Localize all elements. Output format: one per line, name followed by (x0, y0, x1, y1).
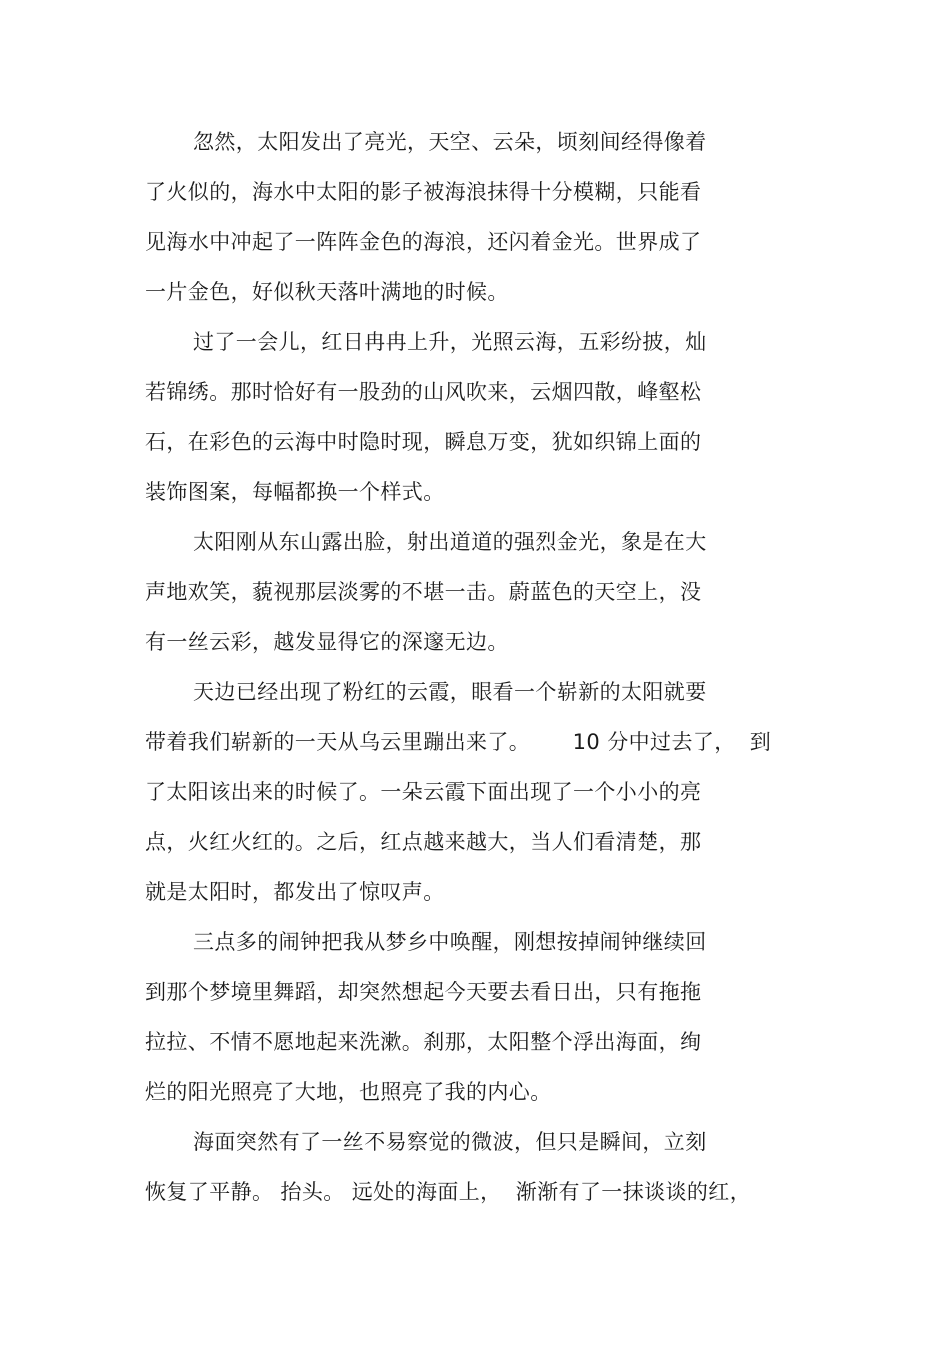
paragraph-1-line-2: 了火似的，海水中太阳的影子被海浪抹得十分模糊，只能看 (145, 180, 702, 204)
paragraph-3-line-1: 太阳刚从东山露出脸，射出道道的强烈金光，象是在大 (193, 530, 707, 554)
paragraph-5-line-3: 拉拉、不情不愿地起来洗漱。刹那，太阳整个浮出海面，绚 (145, 1030, 702, 1054)
paragraph-6-line-1: 海面突然有了一丝不易察觉的微波，但只是瞬间，立刻 (193, 1130, 707, 1154)
paragraph-2-line-1: 过了一会儿，红日冉冉上升，光照云海，五彩纷披，灿 (193, 330, 707, 354)
paragraph-4-line-5: 就是太阳时，都发出了惊叹声。 (145, 880, 445, 904)
paragraph-2-line-3: 石，在彩色的云海中时隐时现，瞬息万变，犹如织锦上面的 (145, 430, 702, 454)
paragraph-1-line-1: 忽然，太阳发出了亮光，天空、云朵，顷刻间经得像着 (193, 130, 707, 154)
paragraph-4-line-3: 了太阳该出来的时候了。一朵云霞下面出现了一个小小的亮 (145, 780, 702, 804)
paragraph-3-line-3: 有一丝云彩，越发显得它的深邃无边。 (145, 630, 509, 654)
paragraph-2-line-2: 若锦绣。那时恰好有一股劲的山风吹来，云烟四散，峰壑松 (145, 380, 702, 404)
paragraph-6-line-2: 恢复了平静。 抬头。 远处的海面上， 渐渐有了一抹谈谈的红， (145, 1180, 752, 1204)
paragraph-4-line-2: 带着我们崭新的一天从乌云里蹦出来了。 10 分中过去了， 到 (145, 730, 772, 754)
paragraph-5-line-4: 烂的阳光照亮了大地，也照亮了我的内心。 (145, 1080, 552, 1104)
paragraph-1-line-4: 一片金色，好似秋天落叶满地的时候。 (145, 280, 509, 304)
paragraph-3-line-2: 声地欢笑，藐视那层淡雾的不堪一击。蔚蓝色的天空上，没 (145, 580, 702, 604)
paragraph-2-line-4: 装饰图案，每幅都换一个样式。 (145, 480, 445, 504)
paragraph-4-line-4: 点，火红火红的。之后，红点越来越大，当人们看清楚，那 (145, 830, 702, 854)
paragraph-5-line-2: 到那个梦境里舞蹈，却突然想起今天要去看日出，只有拖拖 (145, 980, 702, 1004)
paragraph-4-line-1: 天边已经出现了粉红的云霞，眼看一个崭新的太阳就要 (193, 680, 707, 704)
paragraph-5-line-1: 三点多的闹钟把我从梦乡中唤醒，刚想按掉闹钟继续回 (193, 930, 707, 954)
paragraph-1-line-3: 见海水中冲起了一阵阵金色的海浪，还闪着金光。世界成了 (145, 230, 702, 254)
